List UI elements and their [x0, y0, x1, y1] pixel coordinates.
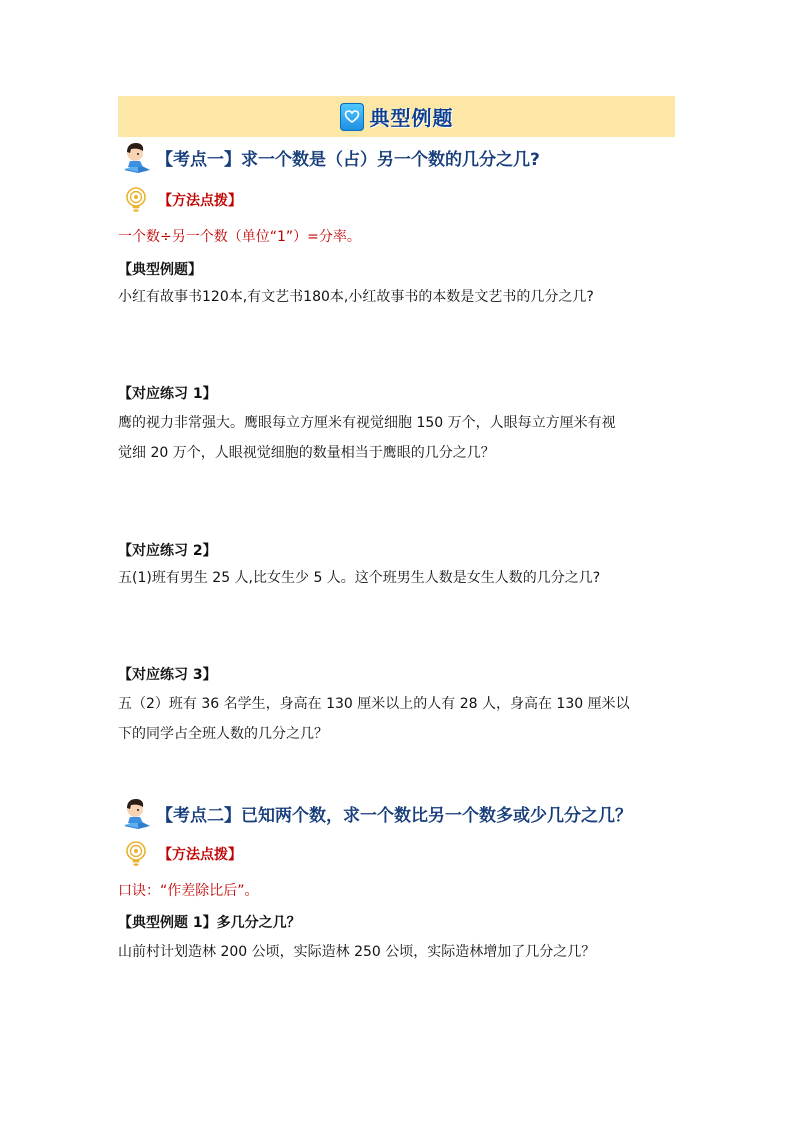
example-2-line: 山前村计划造林 200 公顷，实际造林 250 公顷，实际造林增加了几分之几？	[118, 944, 596, 960]
method-label-2: 【方法点拨】	[158, 847, 242, 863]
example-label-1: 【典型例题】	[118, 262, 202, 278]
practice-1-line-1: 鹰的视力非常强大。鹰眼每立方厘米有视觉细胞 150 万个，人眼每立方厘米有视	[118, 415, 616, 431]
practice-text-3	[118, 689, 678, 749]
practice-label-1: 【对应练习 1】	[118, 386, 217, 402]
method-formula-text: 一个数÷另一个数（单位“1”）=分率。	[118, 229, 361, 245]
practice-3-line-2: 下的同学占全班人数的几分之几？	[118, 726, 328, 742]
student-reading-icon	[122, 140, 152, 174]
practice-1-line-2: 觉细 20 万个，人眼视觉细胞的数量相当于鹰眼的几分之几？	[118, 445, 495, 461]
example-line: 小红有故事书120本,有文艺书180本,小红故事书的本数是文艺书的几分之几?	[118, 289, 594, 305]
method-mnemonic-text: 口诀：“作差除比后”。	[118, 883, 259, 899]
method-row-1	[124, 186, 242, 214]
section-banner	[118, 96, 675, 137]
practice-text-1	[118, 408, 678, 468]
method-row-2	[124, 840, 242, 868]
lightbulb-icon	[124, 186, 148, 214]
section-heading-1	[122, 139, 540, 175]
practice-3-line-1: 五（2）班有 36 名学生，身高在 130 厘米以上的人有 28 人，身高在 130 厘米以	[118, 696, 630, 712]
practice-label-2: 【对应练习 2】	[118, 543, 217, 559]
section-title-2: 【考点二】已知两个数，求一个数比另一个数多或少几分之几？	[156, 805, 632, 826]
method-label-1: 【方法点拨】	[158, 193, 242, 209]
example-text-1	[118, 282, 678, 312]
section-title-1: 【考点一】求一个数是（占）另一个数的几分之几?	[156, 149, 540, 170]
example-text-2	[118, 937, 678, 967]
practice-2-line: 五(1)班有男生 25 人,比女生少 5 人。这个班男生人数是女生人数的几分之几?	[118, 570, 601, 586]
example-label-2: 【典型例题 1】多几分之几？	[118, 915, 301, 931]
practice-text-2	[118, 563, 678, 593]
heart-book-icon	[340, 103, 364, 131]
section-heading-2	[122, 795, 632, 831]
student-reading-icon	[122, 796, 152, 830]
lightbulb-icon	[124, 840, 148, 868]
practice-label-3: 【对应练习 3】	[118, 667, 217, 683]
banner-title: 典型例题	[369, 106, 454, 130]
